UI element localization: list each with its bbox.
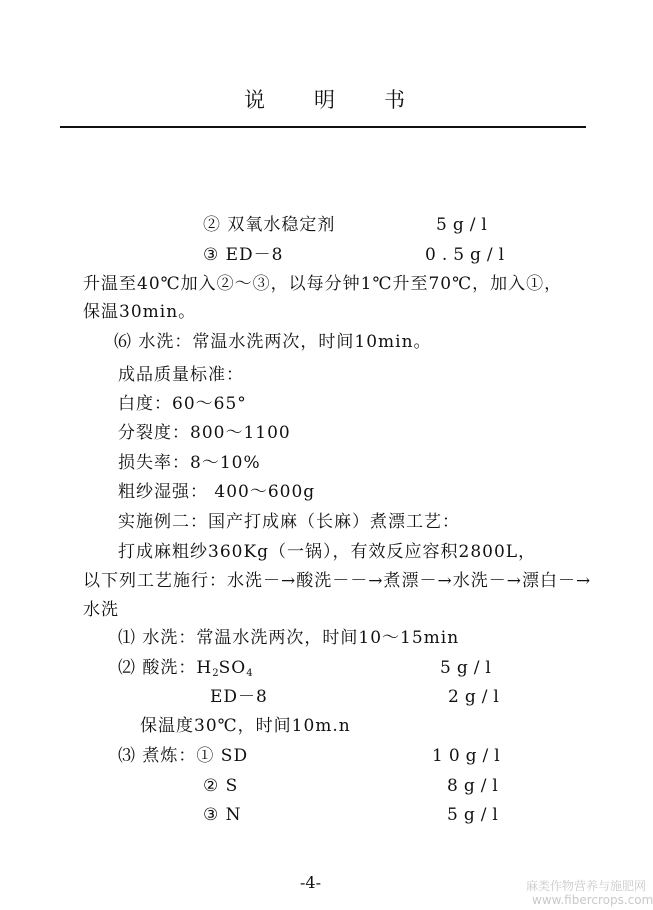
watermark-name: 麻类作物营养与施肥网 [526,879,647,893]
formula-subscript: 4 [246,668,253,679]
reagent-line-value: 8g/l [447,776,504,796]
paragraph-line: 打成麻粗纱360Kg（一锅），有效反应容积2800L， [118,542,537,562]
reagent-line-value: 0.5g/l [425,245,511,265]
paragraph-line: 保温30min。 [83,302,197,322]
paragraph-line: 保温度30℃，时间10m.n [140,716,351,736]
reagent-line-value: 5g/l [440,658,497,678]
reagent-line-value: 2g/l [448,687,505,707]
quality-item: 分裂度：800～1100 [118,423,291,443]
process-step-line: ⑶ 煮炼：① SD [118,746,249,766]
paragraph-line: 升温至40℃加入②～③，以每分钟1℃升至70℃，加入①， [83,274,563,294]
paragraph-line: 水洗 [83,600,119,620]
reagent-line-value: 10g/l [432,746,506,766]
process-step-line [118,657,253,685]
wash-step-line: ⑹ 水洗：常温水洗两次，时间10min。 [114,332,432,352]
reagent-line-value: 5g/l [447,805,504,825]
title-underline [60,126,586,128]
watermark-url: www.fibercrops.com [532,893,653,907]
quality-item: 粗纱湿强： 400～600g [118,482,316,502]
process-flow-line: 以下列工艺施行：水洗－→酸洗－－→煮漂－→水洗－→漂白－→ [83,571,592,591]
page-number: -4- [300,873,321,892]
reagent-line-label: ② 双氧水稳定剂 [203,215,336,235]
quality-item: 损失率：8～10% [118,453,261,473]
reagent-line-label: ③ N [203,805,242,825]
reagent-line-label: ED－8 [210,687,268,707]
quality-item: 白度：60～65° [118,394,247,414]
quality-heading: 成品质量标准： [118,365,244,385]
process-step-line: ⑴ 水洗：常温水洗两次，时间10～15min [118,628,460,648]
reagent-line-label: ② S [203,776,239,796]
reagent-line-value: 5g/l [436,215,493,235]
page-title: 说明书 [244,88,454,112]
formula-part: SO [218,658,247,678]
reagent-line-label: ③ ED－8 [203,245,284,265]
example-heading: 实施例二：国产打成麻（长麻）煮漂工艺： [118,512,460,532]
formula-subscript: 2 [212,668,219,679]
acid-wash-label: ⑵ 酸洗：H [118,658,213,678]
